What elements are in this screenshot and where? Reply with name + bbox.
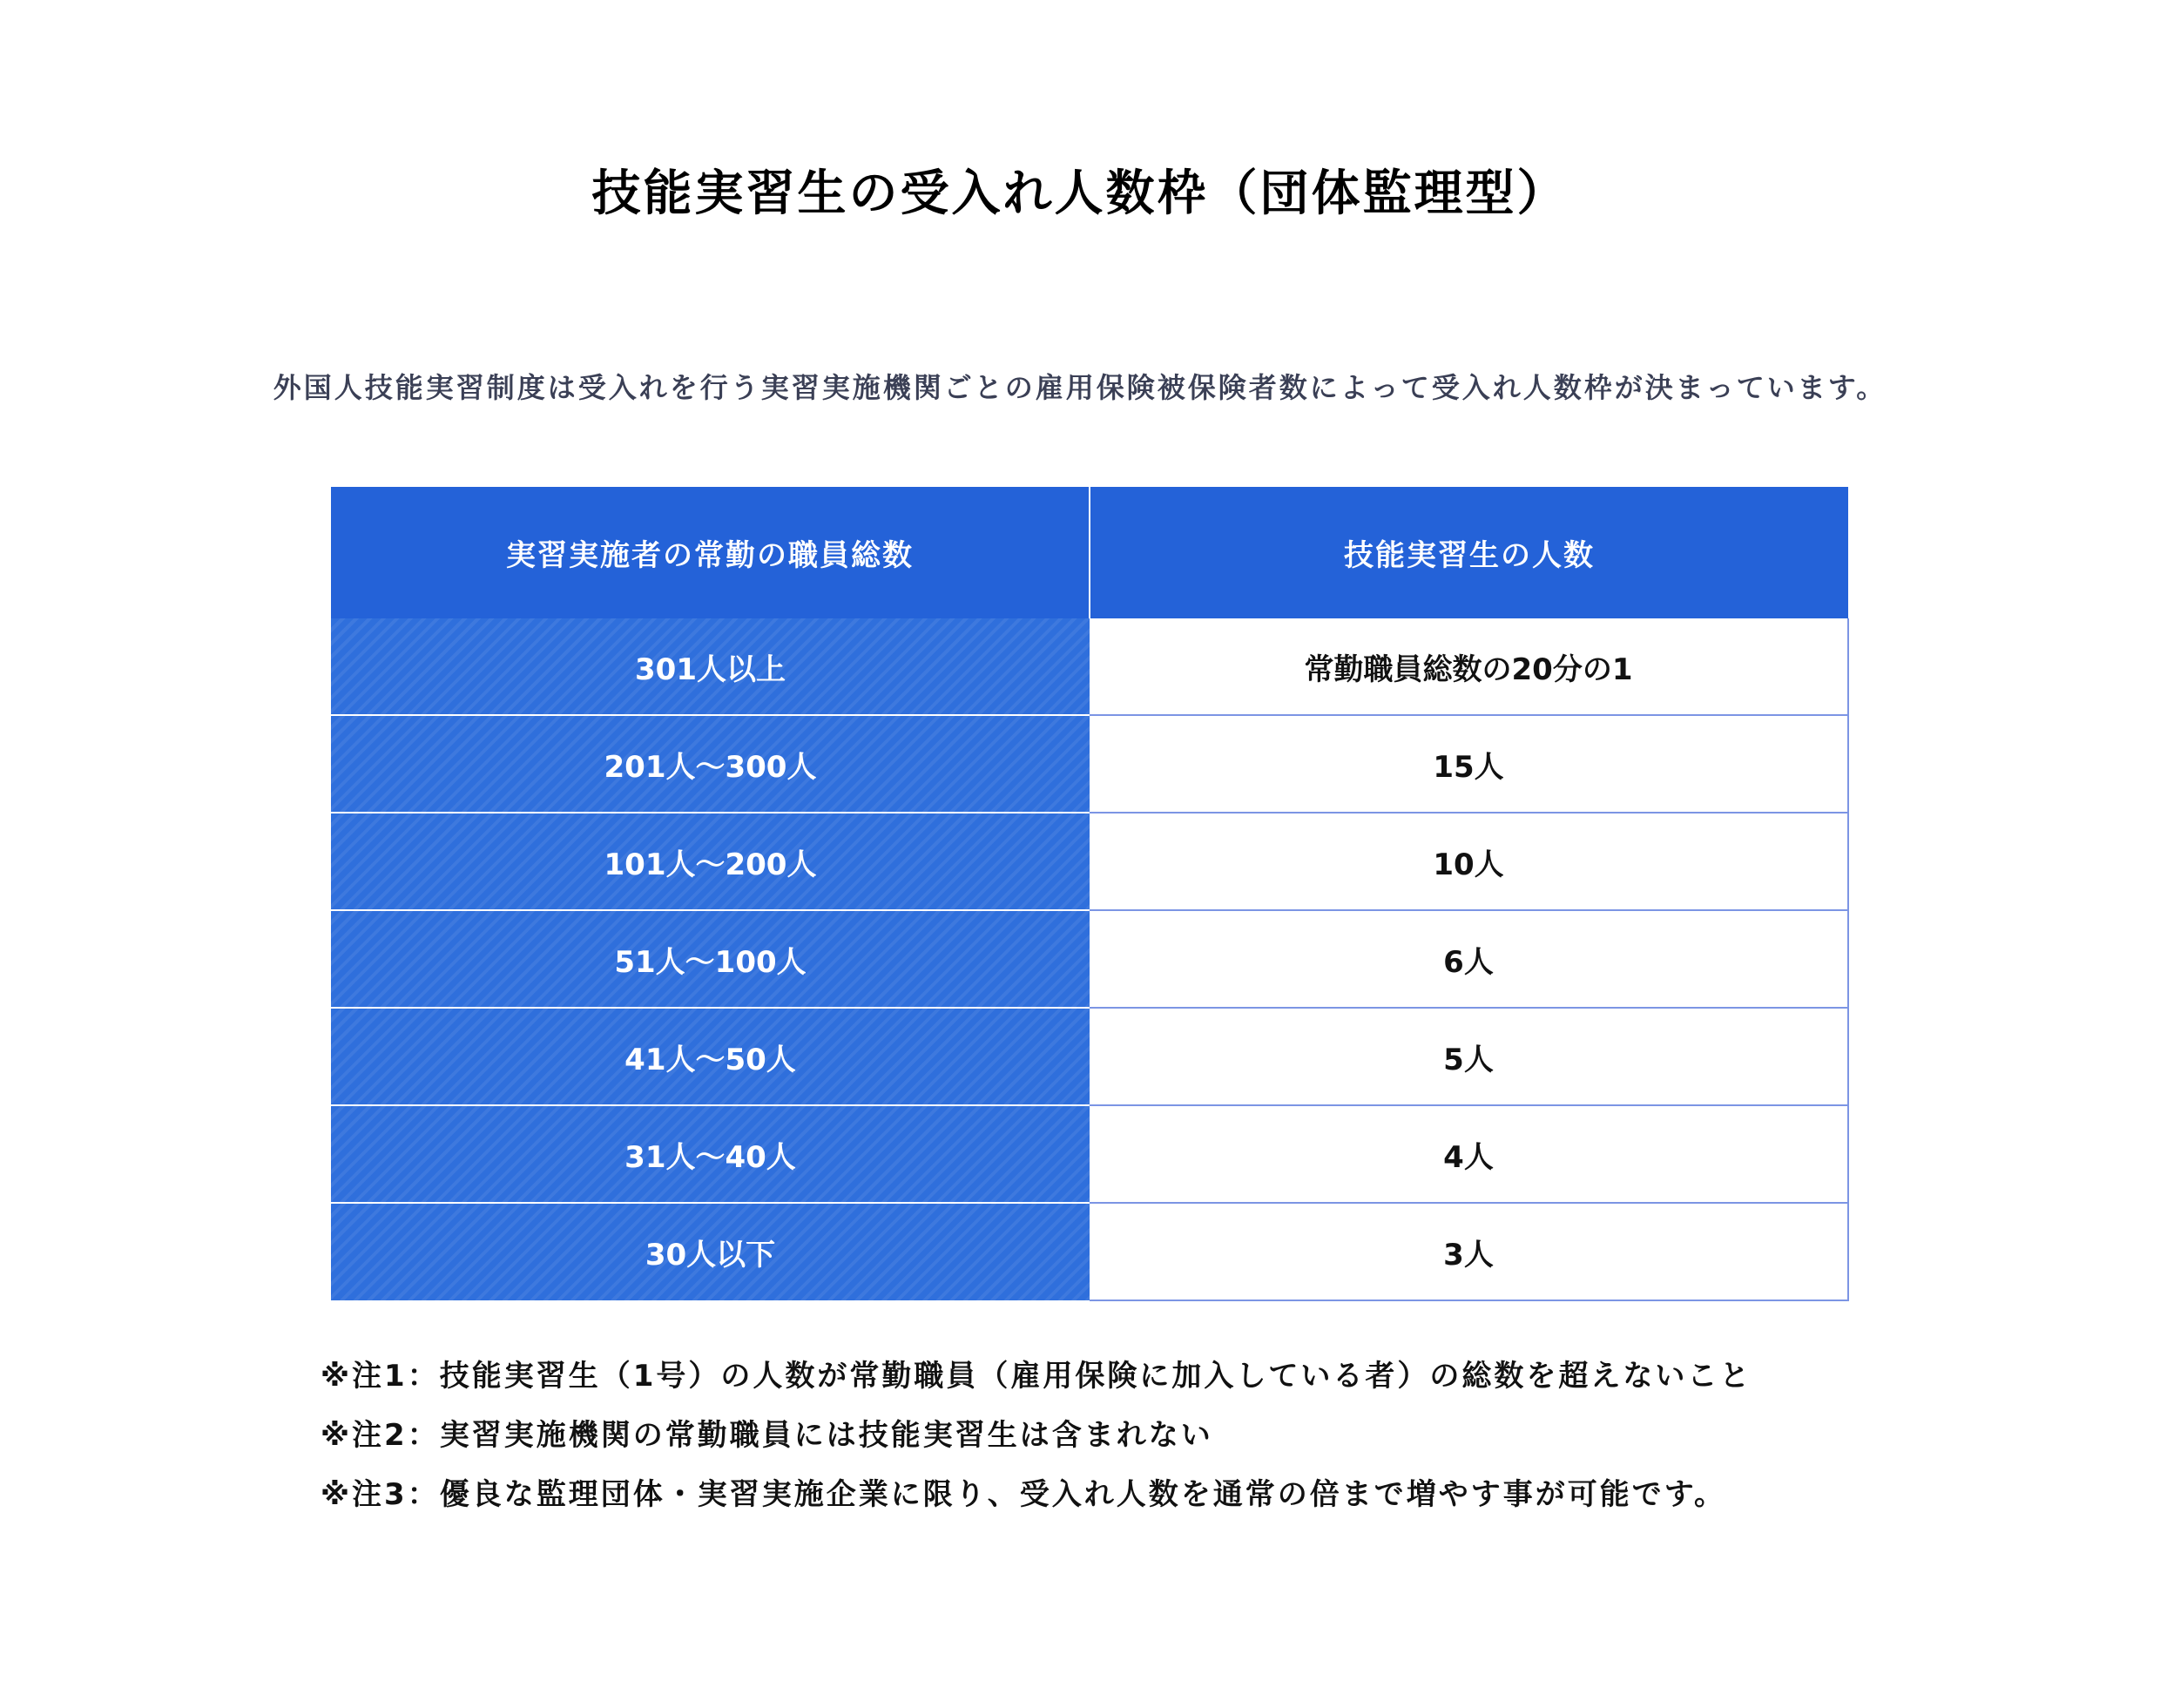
header-staff-count: 実習実施者の常勤の職員総数 xyxy=(331,487,1090,618)
staff-range-cell: 30人以下 xyxy=(331,1203,1090,1300)
table-header-row xyxy=(331,487,1848,618)
quota-table xyxy=(331,487,1849,1301)
staff-range-cell: 201人〜300人 xyxy=(331,715,1090,813)
trainee-quota-cell: 10人 xyxy=(1090,813,1848,910)
page-title: 技能実習生の受入れ人数枠（団体監理型） xyxy=(591,165,1569,222)
staff-range-cell: 301人以上 xyxy=(331,618,1090,715)
notes-list xyxy=(321,1355,1752,1533)
note-item: ※注3：優良な監理団体・実習実施企業に限り、受入れ人数を通常の倍まで増やす事が可能です。 xyxy=(321,1477,1726,1512)
staff-range-cell: 51人〜100人 xyxy=(331,910,1090,1008)
header-trainee-count: 技能実習生の人数 xyxy=(1090,487,1848,618)
note-item: ※注2：実習実施機関の常勤職員には技能実習生は含まれない xyxy=(321,1418,1213,1453)
table-row xyxy=(331,1203,1848,1300)
intro-text: 外国人技能実習制度は受入れを行う実習実施機関ごとの雇用保険被保険者数によって受入れ人数枠が決まっています。 xyxy=(273,371,1887,404)
trainee-quota-cell: 6人 xyxy=(1090,910,1848,1008)
staff-range-cell: 101人〜200人 xyxy=(331,813,1090,910)
trainee-quota-cell: 4人 xyxy=(1090,1105,1848,1203)
note-item: ※注1：技能実習生（1号）の人数が常勤職員（雇用保険に加入している者）の総数を超えないこと xyxy=(321,1359,1752,1394)
trainee-quota-cell: 15人 xyxy=(1090,715,1848,813)
staff-range-cell: 31人〜40人 xyxy=(331,1105,1090,1203)
table-row xyxy=(331,1008,1848,1105)
table-row xyxy=(331,910,1848,1008)
staff-range-cell: 41人〜50人 xyxy=(331,1008,1090,1105)
table-row xyxy=(331,813,1848,910)
table-row xyxy=(331,618,1848,715)
table-row xyxy=(331,715,1848,813)
trainee-quota-cell: 3人 xyxy=(1090,1203,1848,1300)
table-row xyxy=(331,1105,1848,1203)
trainee-quota-cell: 5人 xyxy=(1090,1008,1848,1105)
trainee-quota-cell: 常勤職員総数の20分の1 xyxy=(1090,618,1848,715)
